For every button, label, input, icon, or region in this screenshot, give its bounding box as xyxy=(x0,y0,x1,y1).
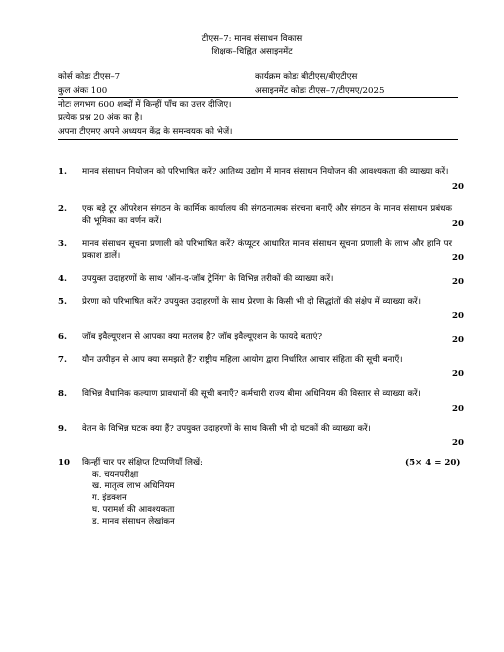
question-number: 8. xyxy=(58,389,67,399)
question-number: 1. xyxy=(58,167,67,177)
doc-subtitle: शिक्षक–चिह्नित असाइनमेंट xyxy=(211,47,293,57)
doc-title: टीएस–7: मानव संसाधन विकास xyxy=(201,34,303,44)
question-text: एक बड़े टूर ऑपरेशन संगठन के कार्मिक कार्यालय की संगठनात्मक संरचना बनाएँ और संगठन के मानव संसाधन प्रबंधक की भूमिका का वर्णन करें। xyxy=(82,204,452,226)
question-marks: 20 xyxy=(452,438,464,448)
note-option: ड. मानव संसाधन लेखांकन xyxy=(92,517,175,527)
question-text: मानव संसाधन नियोजन को परिभाषित करें? आतिथ्य उद्योग में मानव संसाधन नियोजन की आवश्यकता की व्याख्या करें। xyxy=(82,167,449,177)
note-option: घ. परामर्श की आवश्यकता xyxy=(92,505,175,515)
question-marks: (5× 4 = 20) xyxy=(405,458,461,468)
question-text: उपयुक्त उदाहरणों के साथ 'ऑन-द-जॉब ट्रेनिंग' के विभिन्न तरीकों की व्याख्या करें। xyxy=(82,274,334,284)
question-number: 3. xyxy=(58,239,67,249)
note-option: ग. इंडक्शन xyxy=(92,493,127,503)
question-marks: 20 xyxy=(452,404,464,414)
question-number: 9. xyxy=(58,424,67,434)
question-number: 7. xyxy=(58,355,67,365)
assignment-code: असाइनमेंट कोडः टीएस–7/टीएमए/2025 xyxy=(255,86,385,96)
question-marks: 20 xyxy=(452,253,464,263)
question-text: विभिन्न वैधानिक कल्याण प्रावधानों की सूची बनाएँ? कर्मचारी राज्य बीमा अधिनियम की विस्तार से व्याख्या करें। xyxy=(82,389,421,399)
question-marks: 20 xyxy=(452,219,464,229)
question-text: किन्हीं चार पर संक्षिप्त टिप्पणियाँ लिखें: xyxy=(82,458,203,468)
question-text: मानव संसाधन सूचना प्रणाली को परिभाषित करें? कंप्यूटर आधारित मानव संसाधन सूचना प्रणाली के लाभ और हानि पर प्रकाश डालें। xyxy=(82,239,452,261)
question-marks: 20 xyxy=(452,182,464,192)
question-text: प्रेरणा को परिभाषित करें? उपयुक्त उदाहरणों के साथ प्रेरणा के किसी भी दो सिद्धांतों की संक्षेप में व्याख्या करें। xyxy=(82,297,421,307)
total-marks: कुल अंकः 100 xyxy=(58,86,108,96)
divider-top xyxy=(58,97,458,98)
note-option: क. चयनपरीक्षा xyxy=(92,470,139,480)
question-text: यौन उत्पीड़न से आप क्या समझते हैं? राष्ट्रीय महिला आयोग द्वारा निर्धारित आचार संहिता की सूची बनाएँ। xyxy=(82,355,403,365)
question-number: 6. xyxy=(58,332,67,342)
programme-code: कार्यक्रम कोडः बीटीएस/बीएटीएस xyxy=(255,72,358,82)
question-text: जॉब इवैल्यूएशन से आपका क्या मतलब है? जॉब इवैल्यूएशन के फायदे बताएं? xyxy=(82,332,323,342)
question-number: 2. xyxy=(58,204,67,214)
question-number: 4. xyxy=(58,274,67,284)
question-marks: 20 xyxy=(452,335,464,345)
question-number: 5. xyxy=(58,297,67,307)
note-option: ख. मातृत्व लाभ अधिनियम xyxy=(92,481,175,491)
question-marks: 20 xyxy=(452,311,464,321)
question-marks: 20 xyxy=(452,369,464,379)
divider-bottom xyxy=(58,139,458,140)
instruction-marks: प्रत्येक प्रश्न 20 अंक का है। xyxy=(58,113,143,123)
instruction-note: नोटः लगभग 600 शब्दों में किन्हीं पाँच का उत्तर दीजिए। xyxy=(58,100,232,110)
question-marks: 20 xyxy=(452,277,464,287)
question-number: 10 xyxy=(58,458,70,468)
question-text: वेतन के विभिन्न घटक क्या हैं? उपयुक्त उदाहरणों के साथ किसी भी दो घटकों की व्याख्या करें। xyxy=(82,424,371,434)
course-code: कोर्स कोडः टीएस–7 xyxy=(58,72,121,82)
instruction-send: अपना टीएमए अपने अध्ययन केंद्र के समन्वयक को भेजें। xyxy=(58,127,233,137)
